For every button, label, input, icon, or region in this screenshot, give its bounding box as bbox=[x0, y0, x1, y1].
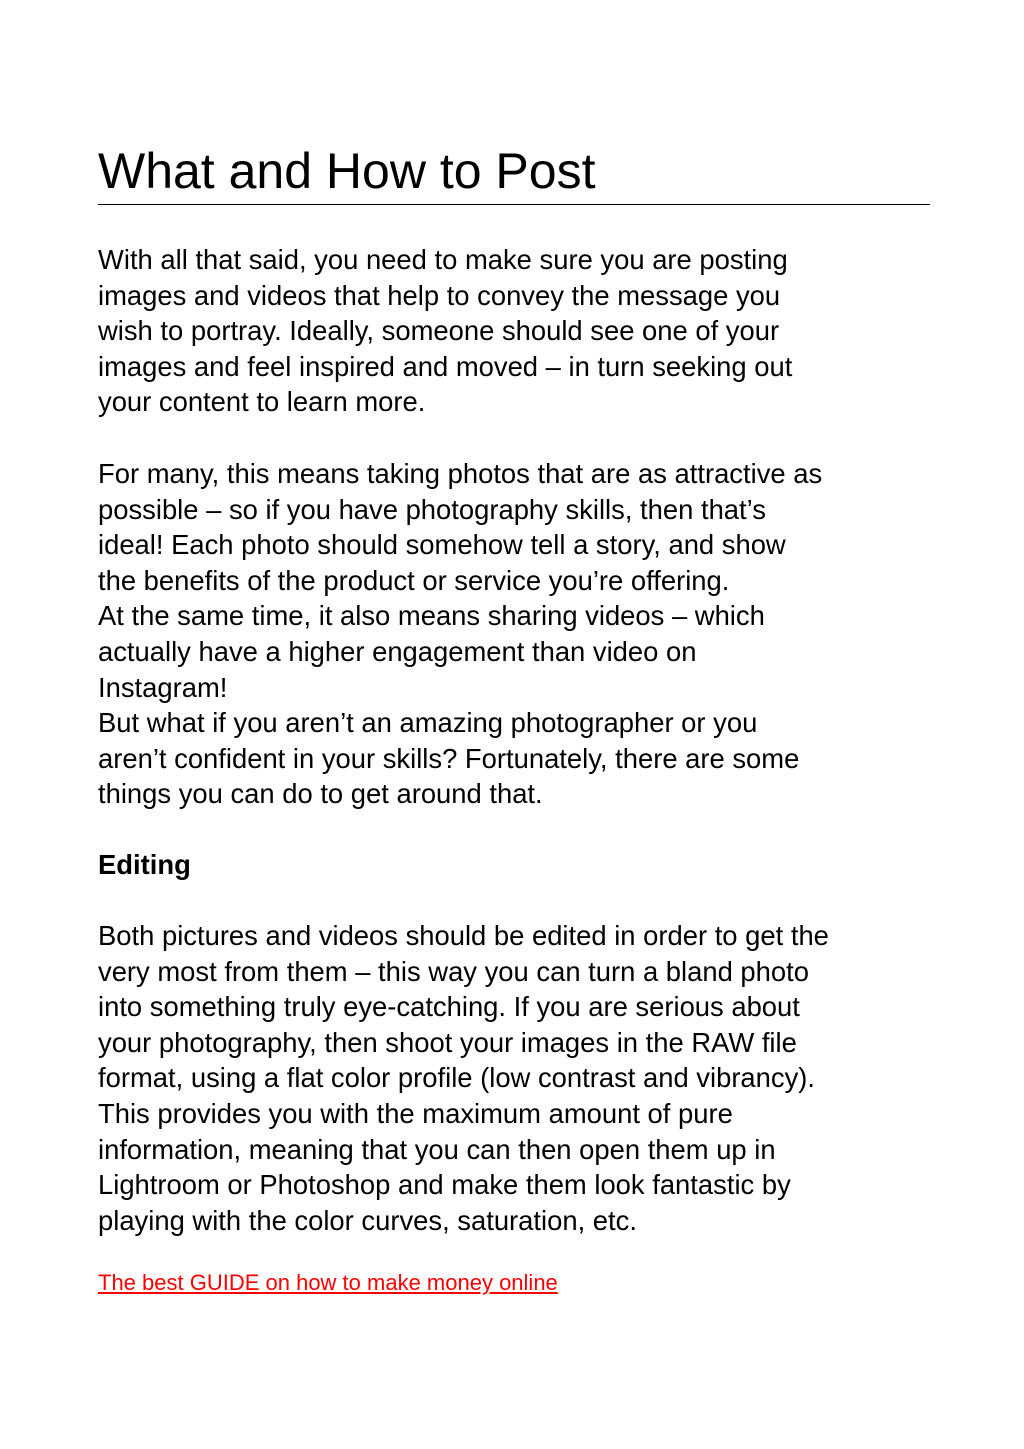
paragraph-line: information, meaning that you can then open them up in bbox=[98, 1133, 776, 1165]
paragraph-line: into something truly eye-catching. If you are serious about bbox=[98, 991, 800, 1023]
intro-paragraph bbox=[98, 242, 792, 420]
editing-paragraph bbox=[98, 918, 829, 1238]
photography-paragraph bbox=[98, 456, 822, 812]
paragraph-line: For many, this means taking photos that are as attractive as bbox=[98, 458, 823, 489]
paragraph-line: format, using a flat color profile (low contrast and vibrancy). bbox=[98, 1062, 816, 1094]
paragraph-line: your content to learn more. bbox=[98, 386, 426, 418]
paragraph-line: possible – so if you have photography skills, then that’s bbox=[98, 493, 766, 525]
paragraph-line: At the same time, it also means sharing videos – which bbox=[98, 600, 765, 632]
paragraph-line: the benefits of the product or service you’re offering. bbox=[98, 564, 730, 596]
paragraph-line: wish to portray. Ideally, someone should see one of your bbox=[98, 315, 780, 347]
page-title: What and How to Post bbox=[98, 136, 930, 205]
paragraph-line: Both pictures and videos should be edited in order to get the bbox=[98, 920, 829, 951]
paragraph-line: aren’t confident in your skills? Fortunately, there are some bbox=[98, 742, 800, 774]
paragraph-line: your photography, then shoot your images in the RAW file bbox=[98, 1026, 797, 1058]
paragraph-line: actually have a higher engagement than video on bbox=[98, 635, 697, 667]
paragraph-line: With all that said, you need to make sure you are posting bbox=[98, 244, 788, 275]
paragraph-line: This provides you with the maximum amount of pure bbox=[98, 1097, 733, 1129]
section-heading-editing: Editing bbox=[98, 849, 191, 880]
paragraph-line: Lightroom or Photoshop and make them look fantastic by bbox=[98, 1169, 791, 1201]
paragraph-line: playing with the color curves, saturation, etc. bbox=[98, 1204, 637, 1236]
paragraph-line: But what if you aren’t an amazing photographer or you bbox=[98, 707, 758, 739]
paragraph-line: things you can do to get around that. bbox=[98, 778, 543, 810]
paragraph-line: Instagram! bbox=[98, 671, 228, 703]
paragraph-line: very most from them – this way you can turn a bland photo bbox=[98, 955, 809, 987]
paragraph-line: images and videos that help to convey the message you bbox=[98, 279, 781, 311]
paragraph-line: images and feel inspired and moved – in turn seeking out bbox=[98, 350, 793, 382]
guide-link[interactable]: The best GUIDE on how to make money online bbox=[98, 1270, 558, 1295]
paragraph-line: ideal! Each photo should somehow tell a story, and show bbox=[98, 529, 786, 561]
